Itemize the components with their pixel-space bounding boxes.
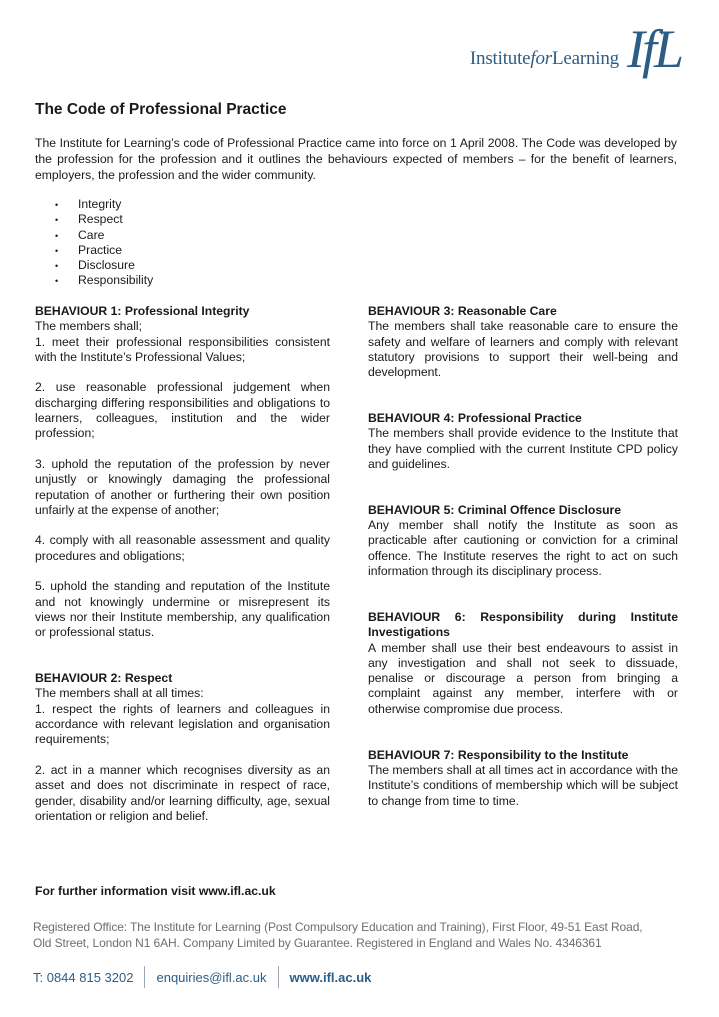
- behaviour-1-lead: The members shall;: [35, 319, 143, 334]
- behaviour-4-heading: BEHAVIOUR 4: Professional Practice: [368, 411, 582, 426]
- list-item: • Responsibility: [55, 273, 153, 288]
- list-item: • Care: [55, 228, 153, 243]
- behaviour-1-item: 4. comply with all reasonable assessment and quality procedures and obligations;: [35, 533, 330, 563]
- intro-paragraph: The Institute for Learning’s code of Professional Practice came into force on 1 April 2008. The Code was developed by the profession for the profession and it outlines the behaviours expected of members – for the benefit of learners, employers, the profession and the wider community.: [35, 136, 677, 182]
- divider: [278, 966, 279, 988]
- behaviour-7-heading: BEHAVIOUR 7: Responsibility to the Institute: [368, 747, 629, 762]
- behaviour-4-text: The members shall provide evidence to the Institute that they have complied with the current Institute CPD policy and guidelines.: [368, 426, 678, 471]
- phone-number: T: 0844 815 3202: [33, 969, 134, 985]
- values-list: [55, 197, 153, 289]
- behaviour-2-item: 2. act in a manner which recognises diversity as an asset and does not discriminate in respect of race, gender, disability and/or learning difficulty, age, sexual orientation or religion and belief.: [35, 762, 330, 823]
- page-title: The Code of Professional Practice: [35, 101, 287, 118]
- behaviour-2-item: 1. respect the rights of learners and colleagues in accordance with relevant legislation and organisation requirements;: [35, 701, 330, 747]
- behaviour-7-text: The members shall at all times act in accordance with the Institute’s conditions of membership which will be subject to change from time to time.: [368, 762, 678, 808]
- further-information: For further information visit www.ifl.ac.uk: [35, 884, 276, 898]
- ifl-logo: [469, 19, 681, 79]
- behaviour-1-heading: BEHAVIOUR 1: Professional Integrity: [35, 304, 250, 318]
- list-item: • Practice: [55, 243, 153, 258]
- behaviour-1-item: 2. use reasonable professional judgement when discharging differing responsibilities and obligations to learners, colleagues, institution and the wider profession;: [35, 380, 330, 441]
- behaviour-6-heading: BEHAVIOUR 6: Responsibility during Institute Investigations: [368, 609, 678, 640]
- behaviour-6-text: A member shall use their best endeavours to assist in any investigation and shall not seek to dissuade, penalise or discourage a person from bringing a complaint against any member, interfere with or otherwise compromise due process.: [368, 640, 678, 716]
- behaviour-3-heading: BEHAVIOUR 3: Reasonable Care: [368, 304, 557, 318]
- behaviour-3-text: The members shall take reasonable care to ensure the safety and welfare of learners and comply with relevant statutory provisions to support their well-being and development.: [368, 319, 678, 380]
- behaviour-2-lead: The members shall at all times:: [35, 686, 204, 701]
- list-item: • Integrity: [55, 197, 153, 212]
- logo-mark: IfL: [626, 19, 681, 79]
- behaviour-1-item: 1. meet their professional responsibilities consistent with the Institute’s Professional Values;: [35, 334, 330, 364]
- right-column: [368, 304, 678, 809]
- divider: [144, 966, 145, 988]
- contact-bar: [33, 966, 371, 988]
- registered-line-1: Registered Office: The Institute for Learning (Post Compulsory Education and Training), First Floor, 49-51 East Road,: [33, 920, 643, 934]
- left-column: [35, 304, 330, 824]
- behaviour-5-heading: BEHAVIOUR 5: Criminal Offence Disclosure: [368, 502, 622, 517]
- registered-line-2: Old Street, London N1 6AH. Company Limited by Guarantee. Registered in England and Wales No. 4346361: [33, 936, 602, 950]
- registered-office: [33, 919, 688, 951]
- list-item: • Disclosure: [55, 258, 153, 273]
- website-link[interactable]: www.ifl.ac.uk: [289, 969, 372, 985]
- behaviour-1-item: 5. uphold the standing and reputation of the Institute and not knowingly undermine or misrepresent its views nor their Institute membership, any qualification or professional status.: [35, 579, 330, 640]
- email-link[interactable]: enquiries@ifl.ac.uk: [156, 969, 267, 985]
- behaviour-2-heading: BEHAVIOUR 2: Respect: [35, 671, 173, 686]
- logo-wordmark: InstituteforLearning: [469, 48, 619, 69]
- list-item: • Respect: [55, 212, 153, 227]
- behaviour-1-item: 3. uphold the reputation of the profession by never unjustly or knowingly damaging the professional reputation of another or furthering their own position unfairly at the expense of another;: [35, 456, 330, 517]
- behaviour-5-text: Any member shall notify the Institute as soon as practicable after cautioning or conviction for a criminal offence. The Institute reserves the right to act on such information through its disciplinary process.: [368, 518, 678, 579]
